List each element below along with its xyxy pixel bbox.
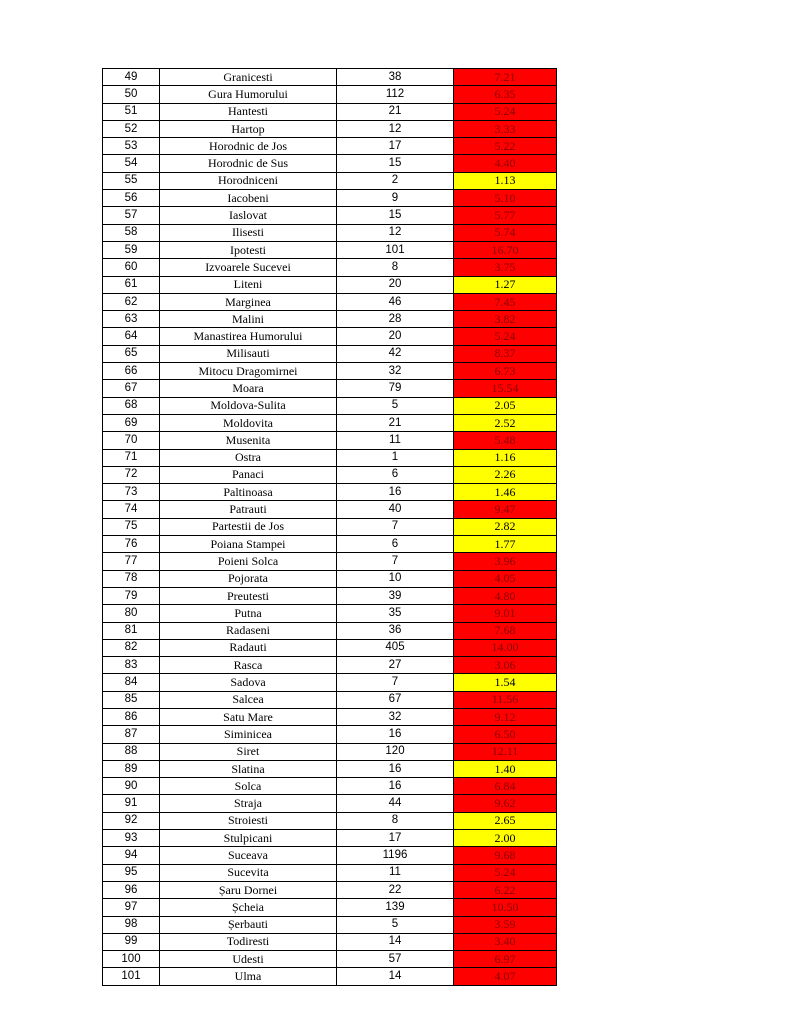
row-number-cell: 76 [103, 536, 160, 553]
case-count-cell: 21 [337, 103, 454, 120]
row-number-cell: 73 [103, 484, 160, 501]
locality-name-cell: Panaci [160, 466, 337, 483]
incidence-rate-cell: 8.37 [454, 345, 557, 362]
table-row [103, 518, 557, 535]
locality-name-cell: Șcheia [160, 899, 337, 916]
case-count-cell: 120 [337, 743, 454, 760]
locality-name-cell: Salcea [160, 691, 337, 708]
locality-name-cell: Horodnic de Sus [160, 155, 337, 172]
table-row [103, 622, 557, 639]
case-count-cell: 11 [337, 864, 454, 881]
row-number-cell: 68 [103, 397, 160, 414]
row-number-cell: 96 [103, 881, 160, 898]
row-number-cell: 83 [103, 657, 160, 674]
case-count-cell: 101 [337, 241, 454, 258]
table-row [103, 432, 557, 449]
locality-name-cell: Partestii de Jos [160, 518, 337, 535]
row-number-cell: 66 [103, 363, 160, 380]
incidence-rate-cell: 1.46 [454, 484, 557, 501]
locality-name-cell: Musenita [160, 432, 337, 449]
case-count-cell: 36 [337, 622, 454, 639]
locality-name-cell: Moldovita [160, 414, 337, 431]
row-number-cell: 65 [103, 345, 160, 362]
case-count-cell: 67 [337, 691, 454, 708]
table-row [103, 414, 557, 431]
table-row [103, 674, 557, 691]
locality-name-cell: Iacobeni [160, 190, 337, 207]
row-number-cell: 78 [103, 570, 160, 587]
row-number-cell: 50 [103, 86, 160, 103]
case-count-cell: 40 [337, 501, 454, 518]
incidence-rate-cell: 12.11 [454, 743, 557, 760]
table-row [103, 968, 557, 985]
incidence-rate-cell: 1.27 [454, 276, 557, 293]
incidence-rate-cell: 10.50 [454, 899, 557, 916]
incidence-rate-cell: 3.96 [454, 553, 557, 570]
case-count-cell: 22 [337, 881, 454, 898]
locality-name-cell: Stroiesti [160, 812, 337, 829]
row-number-cell: 97 [103, 899, 160, 916]
locality-name-cell: Radaseni [160, 622, 337, 639]
table-row [103, 951, 557, 968]
case-count-cell: 21 [337, 414, 454, 431]
case-count-cell: 16 [337, 760, 454, 777]
table-row [103, 605, 557, 622]
locality-name-cell: Solca [160, 778, 337, 795]
table-row [103, 881, 557, 898]
incidence-rate-cell: 6.84 [454, 778, 557, 795]
case-count-cell: 16 [337, 778, 454, 795]
incidence-rate-cell: 6.22 [454, 881, 557, 898]
incidence-table [102, 68, 557, 986]
incidence-rate-cell: 3.33 [454, 120, 557, 137]
row-number-cell: 87 [103, 726, 160, 743]
row-number-cell: 56 [103, 190, 160, 207]
table-row [103, 397, 557, 414]
locality-name-cell: Horodniceni [160, 172, 337, 189]
locality-name-cell: Liteni [160, 276, 337, 293]
table-row [103, 726, 557, 743]
locality-name-cell: Iaslovat [160, 207, 337, 224]
table-row [103, 899, 557, 916]
locality-name-cell: Poiana Stampei [160, 536, 337, 553]
table-body [103, 69, 557, 986]
table-row [103, 916, 557, 933]
row-number-cell: 89 [103, 760, 160, 777]
row-number-cell: 80 [103, 605, 160, 622]
incidence-rate-cell: 3.06 [454, 657, 557, 674]
row-number-cell: 57 [103, 207, 160, 224]
case-count-cell: 7 [337, 674, 454, 691]
case-count-cell: 1 [337, 449, 454, 466]
table-row [103, 241, 557, 258]
incidence-rate-cell: 2.82 [454, 518, 557, 535]
row-number-cell: 58 [103, 224, 160, 241]
locality-name-cell: Sucevita [160, 864, 337, 881]
case-count-cell: 5 [337, 397, 454, 414]
locality-name-cell: Udesti [160, 951, 337, 968]
table-row [103, 466, 557, 483]
table-row [103, 190, 557, 207]
case-count-cell: 7 [337, 553, 454, 570]
case-count-cell: 8 [337, 259, 454, 276]
incidence-rate-cell: 9.62 [454, 795, 557, 812]
incidence-rate-cell: 1.13 [454, 172, 557, 189]
table-row [103, 328, 557, 345]
case-count-cell: 20 [337, 328, 454, 345]
case-count-cell: 38 [337, 69, 454, 86]
incidence-rate-cell: 5.48 [454, 432, 557, 449]
table-row [103, 553, 557, 570]
incidence-rate-cell: 1.54 [454, 674, 557, 691]
locality-name-cell: Pojorata [160, 570, 337, 587]
row-number-cell: 84 [103, 674, 160, 691]
incidence-rate-cell: 1.77 [454, 536, 557, 553]
row-number-cell: 90 [103, 778, 160, 795]
incidence-rate-cell: 5.77 [454, 207, 557, 224]
locality-name-cell: Slatina [160, 760, 337, 777]
table-row [103, 224, 557, 241]
locality-name-cell: Horodnic de Jos [160, 138, 337, 155]
table-row [103, 691, 557, 708]
incidence-rate-cell: 2.65 [454, 812, 557, 829]
incidence-rate-cell: 3.40 [454, 933, 557, 950]
table-row [103, 207, 557, 224]
incidence-rate-cell: 6.50 [454, 726, 557, 743]
incidence-rate-cell: 4.05 [454, 570, 557, 587]
incidence-rate-cell: 6.35 [454, 86, 557, 103]
incidence-rate-cell: 1.16 [454, 449, 557, 466]
row-number-cell: 94 [103, 847, 160, 864]
row-number-cell: 63 [103, 311, 160, 328]
locality-name-cell: Rasca [160, 657, 337, 674]
incidence-rate-cell: 11.56 [454, 691, 557, 708]
locality-name-cell: Hantesti [160, 103, 337, 120]
row-number-cell: 67 [103, 380, 160, 397]
table-row [103, 864, 557, 881]
row-number-cell: 64 [103, 328, 160, 345]
locality-name-cell: Hartop [160, 120, 337, 137]
row-number-cell: 81 [103, 622, 160, 639]
row-number-cell: 79 [103, 587, 160, 604]
case-count-cell: 14 [337, 933, 454, 950]
incidence-rate-cell: 7.21 [454, 69, 557, 86]
table-row [103, 587, 557, 604]
row-number-cell: 70 [103, 432, 160, 449]
locality-name-cell: Radauti [160, 639, 337, 656]
case-count-cell: 39 [337, 587, 454, 604]
incidence-rate-cell: 9.68 [454, 847, 557, 864]
incidence-rate-cell: 5.74 [454, 224, 557, 241]
incidence-rate-cell: 2.52 [454, 414, 557, 431]
table-row [103, 172, 557, 189]
row-number-cell: 69 [103, 414, 160, 431]
table-row [103, 138, 557, 155]
case-count-cell: 6 [337, 536, 454, 553]
row-number-cell: 59 [103, 241, 160, 258]
row-number-cell: 61 [103, 276, 160, 293]
incidence-rate-cell: 5.24 [454, 103, 557, 120]
case-count-cell: 46 [337, 293, 454, 310]
row-number-cell: 62 [103, 293, 160, 310]
table-row [103, 536, 557, 553]
case-count-cell: 42 [337, 345, 454, 362]
row-number-cell: 95 [103, 864, 160, 881]
row-number-cell: 75 [103, 518, 160, 535]
incidence-rate-cell: 15.54 [454, 380, 557, 397]
incidence-rate-cell: 4.40 [454, 155, 557, 172]
table-row [103, 657, 557, 674]
row-number-cell: 98 [103, 916, 160, 933]
case-count-cell: 9 [337, 190, 454, 207]
table-row [103, 311, 557, 328]
locality-name-cell: Suceava [160, 847, 337, 864]
case-count-cell: 12 [337, 224, 454, 241]
case-count-cell: 79 [337, 380, 454, 397]
locality-name-cell: Șerbauti [160, 916, 337, 933]
row-number-cell: 88 [103, 743, 160, 760]
locality-name-cell: Granicesti [160, 69, 337, 86]
row-number-cell: 74 [103, 501, 160, 518]
incidence-rate-cell: 9.01 [454, 605, 557, 622]
incidence-rate-cell: 5.22 [454, 138, 557, 155]
table-row [103, 276, 557, 293]
locality-name-cell: Gura Humorului [160, 86, 337, 103]
table-row [103, 830, 557, 847]
table-row [103, 86, 557, 103]
locality-name-cell: Ilisesti [160, 224, 337, 241]
case-count-cell: 27 [337, 657, 454, 674]
case-count-cell: 15 [337, 207, 454, 224]
incidence-rate-cell: 3.82 [454, 311, 557, 328]
locality-name-cell: Moldova-Sulita [160, 397, 337, 414]
table-row [103, 380, 557, 397]
case-count-cell: 112 [337, 86, 454, 103]
locality-name-cell: Ostra [160, 449, 337, 466]
table-row [103, 760, 557, 777]
row-number-cell: 52 [103, 120, 160, 137]
case-count-cell: 7 [337, 518, 454, 535]
incidence-rate-cell: 5.10 [454, 190, 557, 207]
locality-name-cell: Straja [160, 795, 337, 812]
case-count-cell: 16 [337, 484, 454, 501]
case-count-cell: 6 [337, 466, 454, 483]
table-row [103, 259, 557, 276]
table-row [103, 812, 557, 829]
locality-name-cell: Siret [160, 743, 337, 760]
locality-name-cell: Preutesti [160, 587, 337, 604]
case-count-cell: 28 [337, 311, 454, 328]
table-row [103, 69, 557, 86]
incidence-rate-cell: 3.59 [454, 916, 557, 933]
locality-name-cell: Patrauti [160, 501, 337, 518]
row-number-cell: 93 [103, 830, 160, 847]
case-count-cell: 20 [337, 276, 454, 293]
row-number-cell: 99 [103, 933, 160, 950]
case-count-cell: 8 [337, 812, 454, 829]
incidence-rate-cell: 4.07 [454, 968, 557, 985]
table-row [103, 501, 557, 518]
incidence-rate-cell: 16.70 [454, 241, 557, 258]
locality-name-cell: Putna [160, 605, 337, 622]
case-count-cell: 44 [337, 795, 454, 812]
locality-name-cell: Milisauti [160, 345, 337, 362]
case-count-cell: 35 [337, 605, 454, 622]
row-number-cell: 86 [103, 708, 160, 725]
locality-name-cell: Izvoarele Sucevei [160, 259, 337, 276]
table-row [103, 847, 557, 864]
case-count-cell: 5 [337, 916, 454, 933]
table-row [103, 708, 557, 725]
table-row [103, 449, 557, 466]
case-count-cell: 1196 [337, 847, 454, 864]
incidence-rate-cell: 5.24 [454, 328, 557, 345]
table-row [103, 795, 557, 812]
table-row [103, 345, 557, 362]
case-count-cell: 12 [337, 120, 454, 137]
locality-name-cell: Mitocu Dragomirnei [160, 363, 337, 380]
row-number-cell: 100 [103, 951, 160, 968]
locality-name-cell: Ulma [160, 968, 337, 985]
row-number-cell: 72 [103, 466, 160, 483]
table-row [103, 639, 557, 656]
locality-name-cell: Paltinoasa [160, 484, 337, 501]
case-count-cell: 57 [337, 951, 454, 968]
row-number-cell: 54 [103, 155, 160, 172]
locality-name-cell: Satu Mare [160, 708, 337, 725]
row-number-cell: 71 [103, 449, 160, 466]
table-row [103, 743, 557, 760]
locality-name-cell: Marginea [160, 293, 337, 310]
row-number-cell: 85 [103, 691, 160, 708]
case-count-cell: 11 [337, 432, 454, 449]
incidence-rate-cell: 9.47 [454, 501, 557, 518]
case-count-cell: 15 [337, 155, 454, 172]
row-number-cell: 55 [103, 172, 160, 189]
case-count-cell: 17 [337, 138, 454, 155]
case-count-cell: 139 [337, 899, 454, 916]
incidence-rate-cell: 2.26 [454, 466, 557, 483]
table-row [103, 570, 557, 587]
incidence-rate-cell: 3.75 [454, 259, 557, 276]
incidence-rate-cell: 9.12 [454, 708, 557, 725]
case-count-cell: 17 [337, 830, 454, 847]
row-number-cell: 60 [103, 259, 160, 276]
row-number-cell: 92 [103, 812, 160, 829]
row-number-cell: 101 [103, 968, 160, 985]
locality-name-cell: Ipotesti [160, 241, 337, 258]
incidence-rate-cell: 6.97 [454, 951, 557, 968]
table-row [103, 120, 557, 137]
table-row [103, 778, 557, 795]
table-row [103, 293, 557, 310]
row-number-cell: 77 [103, 553, 160, 570]
locality-name-cell: Sadova [160, 674, 337, 691]
locality-name-cell: Poieni Solca [160, 553, 337, 570]
row-number-cell: 53 [103, 138, 160, 155]
row-number-cell: 51 [103, 103, 160, 120]
table-row [103, 933, 557, 950]
locality-name-cell: Malini [160, 311, 337, 328]
incidence-rate-cell: 7.45 [454, 293, 557, 310]
case-count-cell: 32 [337, 708, 454, 725]
locality-name-cell: Stulpicani [160, 830, 337, 847]
locality-name-cell: Siminicea [160, 726, 337, 743]
locality-name-cell: Șaru Dornei [160, 881, 337, 898]
incidence-rate-cell: 2.05 [454, 397, 557, 414]
table-row [103, 363, 557, 380]
table-row [103, 484, 557, 501]
row-number-cell: 82 [103, 639, 160, 656]
incidence-rate-cell: 6.73 [454, 363, 557, 380]
case-count-cell: 32 [337, 363, 454, 380]
incidence-rate-cell: 14.00 [454, 639, 557, 656]
incidence-rate-cell: 1.40 [454, 760, 557, 777]
case-count-cell: 16 [337, 726, 454, 743]
case-count-cell: 2 [337, 172, 454, 189]
locality-name-cell: Moara [160, 380, 337, 397]
incidence-rate-cell: 4.80 [454, 587, 557, 604]
incidence-rate-cell: 2.00 [454, 830, 557, 847]
incidence-rate-cell: 7.68 [454, 622, 557, 639]
table-row [103, 155, 557, 172]
row-number-cell: 49 [103, 69, 160, 86]
locality-name-cell: Manastirea Humorului [160, 328, 337, 345]
case-count-cell: 14 [337, 968, 454, 985]
row-number-cell: 91 [103, 795, 160, 812]
case-count-cell: 405 [337, 639, 454, 656]
table-row [103, 103, 557, 120]
locality-name-cell: Todiresti [160, 933, 337, 950]
incidence-rate-cell: 5.24 [454, 864, 557, 881]
case-count-cell: 10 [337, 570, 454, 587]
